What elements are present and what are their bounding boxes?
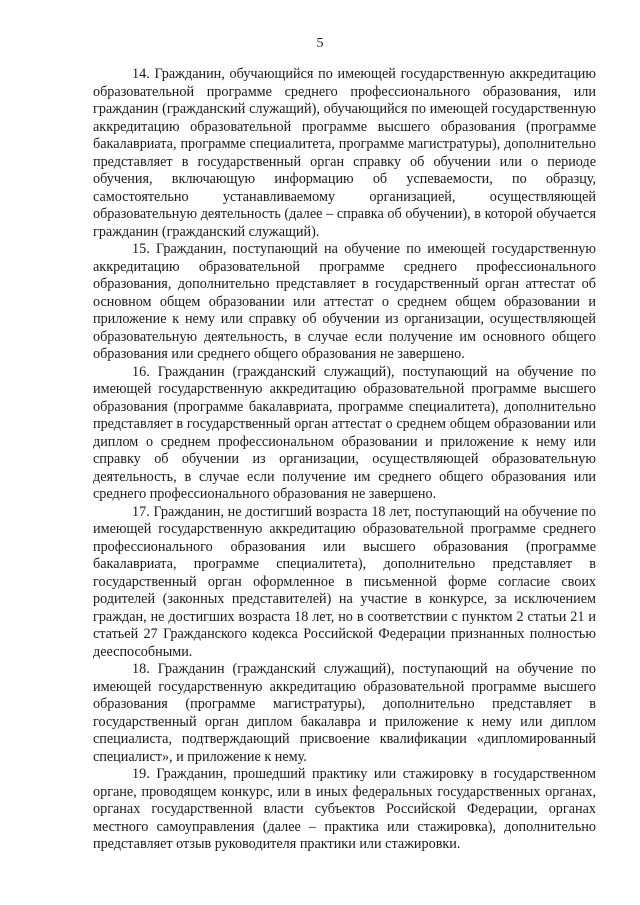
paragraph-14: 14. Гражданин, обучающийся по имеющей государственную аккредитацию образовательной программе среднего профессионального образования, или гражданин (гражданский служащий), обучающийся по имеющей государственную аккредитацию образовательной программе высшего образования (программе бакалавриата, программе специалитета, программе магистратуры), дополнительно представляет в государственный орган справку об обучении или о периоде обучения, включающую информацию об успеваемости, по образцу, самостоятельно устанавливаемому организацией, осуществляющей образовательную деятельность (далее – справка об обучении), в которой обучается гражданин (гражданский служащий).	[93, 66, 596, 240]
paragraph-18: 18. Гражданин (гражданский служащий), поступающий на обучение по имеющей государственную аккредитацию образовательной программе высшего образования (программе магистратуры), дополнительно представляет в государственный орган диплом бакалавра и приложение к нему или диплом специалиста, подтверждающий присвоение квалификации «дипломированный специалист», и приложение к нему.	[93, 661, 596, 765]
paragraph-15: 15. Гражданин, поступающий на обучение по имеющей государственную аккредитацию образовательной программе среднего профессионального образования, дополнительно представляет в государственный орган аттестат об основном общем образовании или аттестат о среднем общем образовании и приложение к нему или справку об обучении из организации, осуществляющей образовательную деятельность, в случае если получение им основного общего образования или среднего общего образования не завершено.	[93, 241, 596, 362]
paragraph-16: 16. Гражданин (гражданский служащий), поступающий на обучение по имеющей государственную аккредитацию образовательной программе высшего образования (программе бакалавриата, программе специалитета), дополнительно представляет в государственный орган аттестат о среднем общем образовании или диплом о среднем профессиональном образовании и приложение к нему или справку об обучении из организации, осуществляющей образовательную деятельность, в случае если получение им среднего общего образования или среднего профессионального образования не завершено.	[93, 363, 596, 502]
page-number: 5	[316, 36, 324, 51]
paragraph-19: 19. Гражданин, прошедший практику или стажировку в государственном органе, проводящем конкурс, или в иных федеральных государственных органах, органах государственной власти субъектов Российской Федерации, органах местного самоуправления (далее – практика или стажировка), дополнительно представляет отзыв руководителя практики или стажировки.	[93, 766, 596, 852]
paragraph-17: 17. Гражданин, не достигший возраста 18 лет, поступающий на обучение по имеющей государственную аккредитацию образовательной программе среднего профессионального образования или высшего образования (программе бакалавриата, программе специалитета), дополнительно представляет в государственный орган оформленное в письменной форме согласие своих родителей (законных представителей) на участие в конкурсе, за исключением граждан, не достигших возраста 18 лет, но в соответствии с пунктом 2 статьи 21 и статьей 27 Гражданского кодекса Российской Федерации признанных полностью дееспособными.	[93, 503, 596, 660]
document-body	[93, 66, 596, 854]
